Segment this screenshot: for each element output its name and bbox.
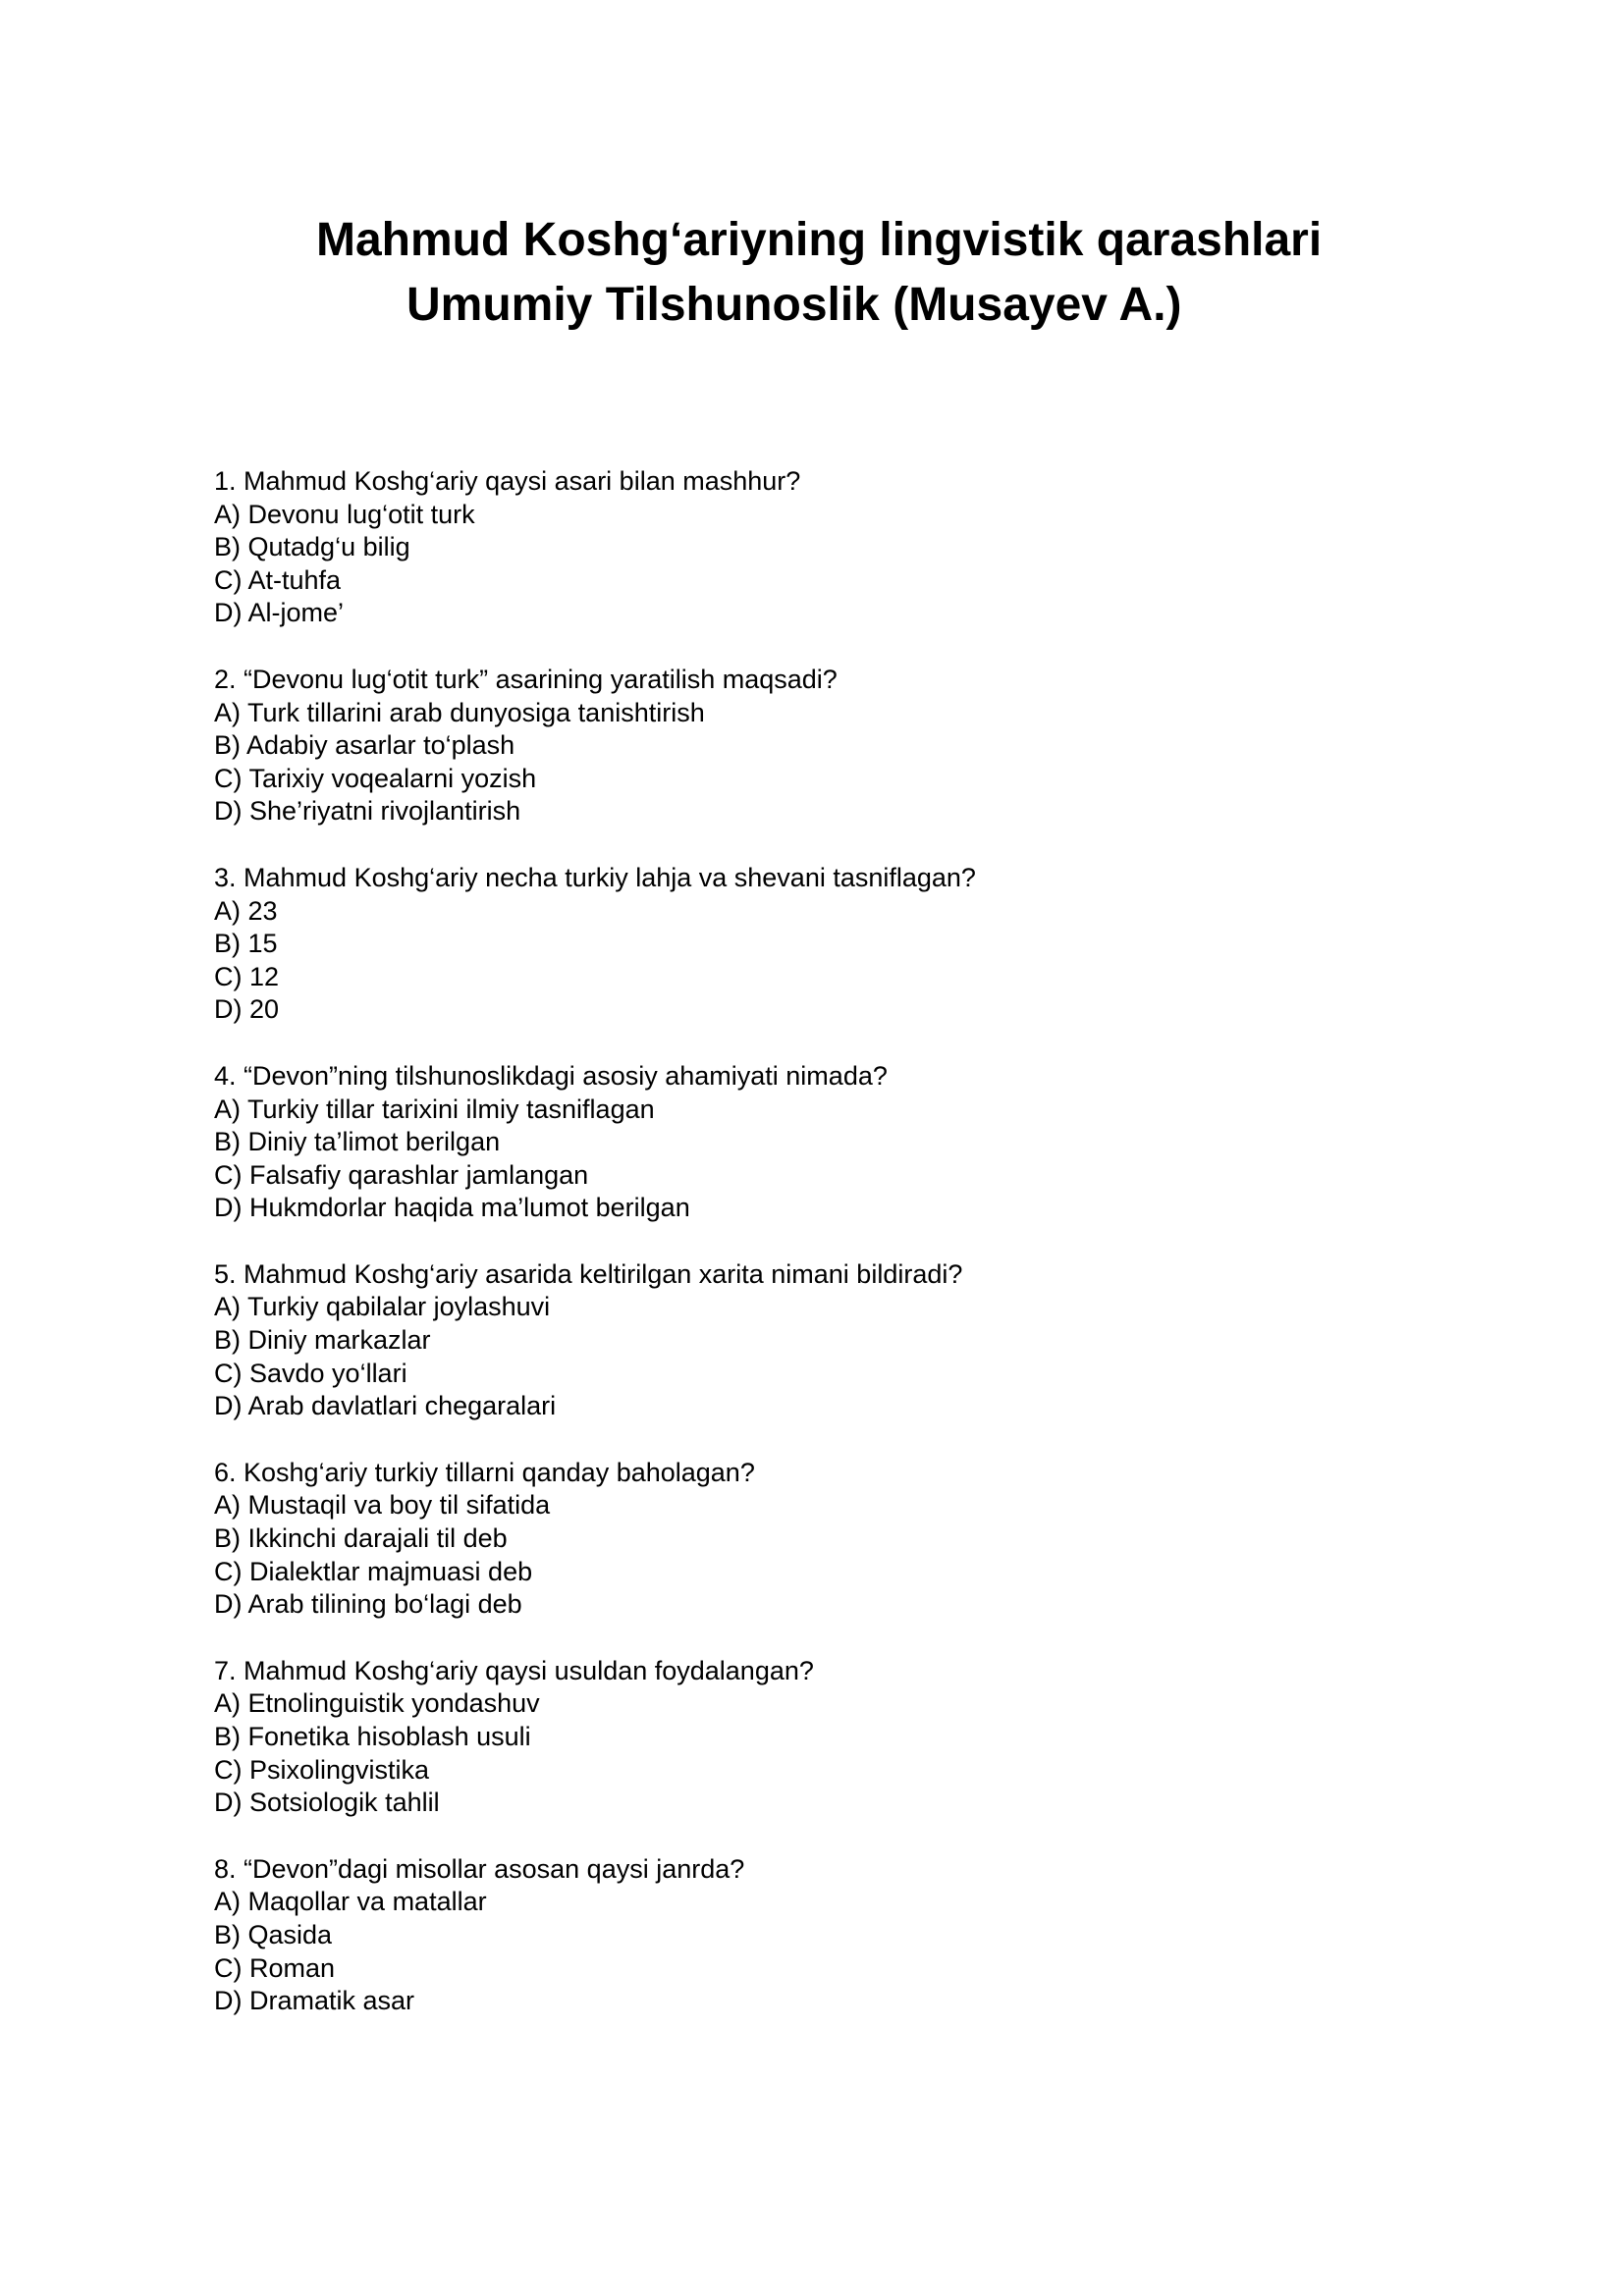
question-text: 6. Koshg‘ariy turkiy tillarni qanday baholagan? [214,1457,755,1487]
answer-option-c: C) Roman [214,1952,336,1983]
answer-option-d: D) Arab tilining bo‘lagi deb [214,1589,522,1620]
answer-option-c: C) At-tuhfa [214,564,342,595]
answer-option-b: B) Qutadg‘u bilig [214,532,410,562]
answer-option-b: B) Diniy ta’limot berilgan [214,1127,501,1157]
answer-option-c: C) 12 [214,961,280,991]
answer-option-a: A) Devonu lug‘otit turk [214,499,475,529]
document-title [0,208,1624,338]
answer-option-a: A) Etnolinguistik yondashuv [214,1688,540,1719]
answer-option-d: D) Sotsiologik tahlil [214,1788,440,1818]
answer-option-c: C) Falsafiy qarashlar jamlangan [214,1159,589,1190]
question-text: 4. “Devon”ning tilshunoslikdagi asosiy ahamiyati nimada? [214,1060,888,1091]
answer-option-c: C) Savdo yo‘llari [214,1358,407,1388]
answer-option-a: A) 23 [214,895,278,926]
answer-option-b: B) Diniy markazlar [214,1325,431,1356]
answer-option-a: A) Turkiy qabilalar joylashuvi [214,1292,551,1322]
answer-option-c: C) Psixolingvistika [214,1754,430,1785]
answer-option-c: C) Tarixiy voqealarni yozish [214,763,537,793]
answer-option-b: B) Adabiy asarlar to‘plash [214,730,515,761]
question-text: 2. “Devonu lug‘otit turk” asarining yaratilish maqsadi? [214,664,838,694]
question-3 [214,862,1490,1027]
question-1 [214,465,1490,630]
quiz-list [214,465,1490,2052]
answer-option-c: C) Dialektlar majmuasi deb [214,1556,533,1586]
question-6 [214,1457,1490,1622]
question-text: 5. Mahmud Koshg‘ariy asarida keltirilgan xarita nimani bildiradi? [214,1258,963,1289]
answer-option-d: D) She’riyatni rivojlantirish [214,796,521,827]
question-7 [214,1655,1490,1820]
question-5 [214,1258,1490,1423]
answer-option-d: D) Hukmdorlar haqida ma’lumot berilgan [214,1193,690,1223]
question-text: 7. Mahmud Koshg‘ariy qaysi usuldan foydalangan? [214,1655,814,1685]
answer-option-b: B) 15 [214,929,278,959]
question-text: 3. Mahmud Koshg‘ariy necha turkiy lahja va shevani tasniflagan? [214,862,976,892]
question-text: 8. “Devon”dagi misollar asosan qaysi janrda? [214,1853,745,1884]
answer-option-a: A) Turkiy tillar tarixini ilmiy tasniflagan [214,1094,655,1124]
answer-option-d: D) Al-jome’ [214,598,345,628]
answer-option-d: D) 20 [214,994,280,1025]
answer-option-b: B) Qasida [214,1919,333,1949]
title-line-1: Mahmud Koshg‘ariyning lingvistik qarashlari [316,214,1323,266]
answer-option-a: A) Turk tillarini arab dunyosiga tanishtirish [214,697,705,727]
question-4 [214,1060,1490,1225]
title-line-2: Umumiy Tilshunoslik (Musayev A.) [406,279,1182,331]
question-8 [214,1853,1490,2018]
answer-option-a: A) Maqollar va matallar [214,1887,487,1917]
answer-option-d: D) Arab davlatlari chegaralari [214,1391,557,1421]
answer-option-b: B) Fonetika hisoblash usuli [214,1722,531,1751]
question-2 [214,664,1490,828]
answer-option-d: D) Dramatik asar [214,1986,415,2016]
question-text: 1. Mahmud Koshg‘ariy qaysi asari bilan mashhur? [214,466,801,496]
answer-option-a: A) Mustaqil va boy til sifatida [214,1490,551,1521]
answer-option-b: B) Ikkinchi darajali til deb [214,1523,508,1554]
